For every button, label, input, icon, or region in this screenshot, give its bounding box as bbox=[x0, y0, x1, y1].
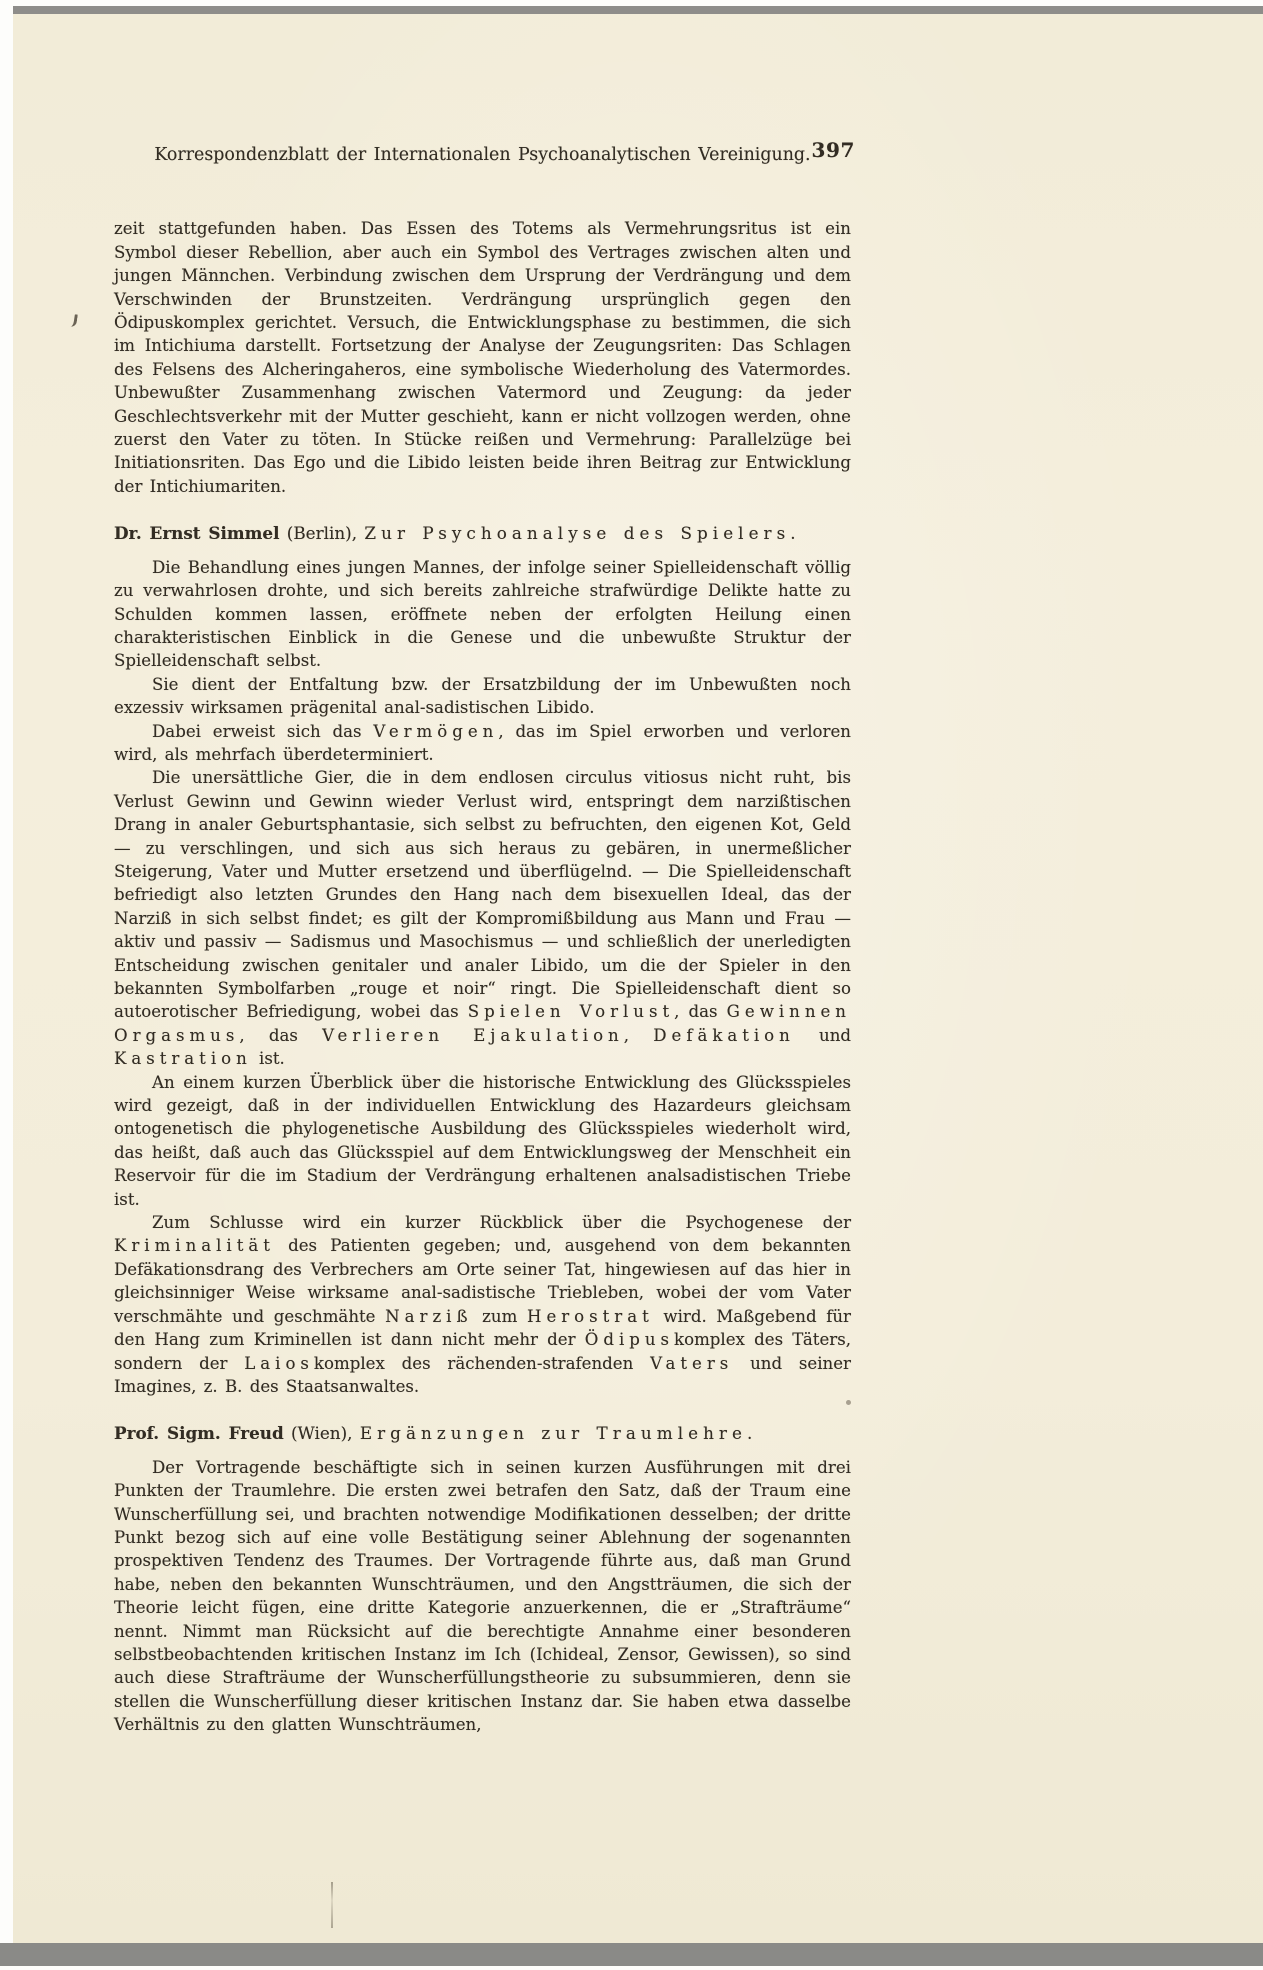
body-text: , das bbox=[239, 1025, 323, 1045]
margin-scratch-mark bbox=[68, 314, 78, 328]
scan-scratch-line bbox=[331, 1882, 333, 1928]
text-column bbox=[114, 14, 855, 1737]
body-text: des Patienten gegeben; und, ausgehend von dem bekannten Defäkationsdrang des Verbrechers am Orte seiner Tat, hingewiesen auf das hier in gleichsinniger Weise wirksame anal-sadistische Triebleben, wobei der vom Vater verschmähte und geschmähte bbox=[114, 1236, 851, 1326]
body-text: (Berlin), bbox=[279, 523, 365, 544]
body-text: , bbox=[623, 1025, 654, 1045]
emphasized-text: Defäkation bbox=[653, 1025, 795, 1045]
paragraph bbox=[114, 556, 851, 673]
scan-border-bottom bbox=[0, 1943, 1263, 1966]
emphasized-text: Gewinnen Orgasmus bbox=[114, 1002, 851, 1045]
emphasized-text: Herostrat bbox=[527, 1306, 654, 1326]
body-text: Die unersättliche Gier, die in dem endlosen circulus vitiosus nicht ruht, bis Verlust Gewinn und Gewinn wieder Verlust wird, entspringt dem narzißtischen Drang in analer Geburtsphantasie, sich selbst zu befruchten, den eigenen Kot, Geld — zu verschlingen, und sich aus sich heraus zu gebären, in unermeßlicher Steigerung, Vater und Mutter ersetzend und überflügelnd. — Die Spielleidenschaft befriedigt also letzten Grundes den Hang nach dem bisexuellen Ideal, das der Narziß in sich selbst findet; es gilt der Kompromißbildung aus Mann und Frau — aktiv und passiv — Sadismus und Masochismus — und schließlich der unerledigten Entscheidung zwischen genitaler und analer Libido, um die der Spieler in den bekannten Symbolfarben „rouge et noir“ ringt. Die Spielleidenschaft dient so autoerotischer Befriedigung, wobei das bbox=[114, 768, 851, 1022]
emphasized-text: Kastration bbox=[114, 1049, 252, 1069]
emphasized-text: Ergänzungen zur Traumlehre. bbox=[359, 1423, 758, 1444]
paragraph bbox=[114, 1071, 851, 1211]
page-number: 397 bbox=[811, 138, 855, 162]
speaker-name: Prof. Sigm. Freud bbox=[114, 1423, 284, 1444]
emphasized-text: Spielen Vorlust bbox=[467, 1002, 675, 1022]
running-head bbox=[114, 138, 855, 167]
body-text: und bbox=[794, 1025, 852, 1045]
body-text: komplex des Täters, sondern der bbox=[114, 1330, 851, 1373]
scan-border-top bbox=[13, 6, 1263, 14]
paragraph bbox=[114, 766, 851, 1070]
emphasized-text: Laios bbox=[244, 1353, 314, 1373]
paragraph bbox=[114, 217, 851, 498]
body-text: Der Vortragende beschäftigte sich in seinen kurzen Ausführungen mit drei Punkten der Traumlehre. Die ersten zwei betrafen den Satz, daß der Traum eine Wunscherfüllung sei, und brachten notwendige Modifikationen desselben; der dritte Punkt bezog sich auf eine volle Bestätigung seiner Ablehnung der sogenannten prospektiven Tendenz des Traumes. Der Vortragende führte aus, daß man Grund habe, neben den bekannten Wunschträumen, und den Angstträumen, die sich der Theorie leicht fügen, eine dritte Kategorie anzuerkennen, die er „Strafträume“ nennt. Nimmt man Rücksicht auf die berechtigte Annahme einer besonderen selbstbeobachtenden kritischen Instanz im Ich (Ichideal, Zensor, Gewissen), so sind auch diese Strafträume der Wunscherfüllungstheorie zu subsummieren, denn sie stellen die Wunscherfüllung dieser kritischen Instanz dar. Sie haben etwa dasselbe Verhältnis zu den glatten Wunschträumen, bbox=[114, 1457, 851, 1735]
section-heading bbox=[114, 1422, 851, 1445]
paper-sheet bbox=[13, 14, 1263, 1943]
body-text: , das im Spiel erworben und verloren wird, als mehrfach überdeterminiert. bbox=[114, 721, 851, 764]
body-text: Sie dient der Entfaltung bzw. der Ersatzbildung der im Unbewußten noch exzessiv wirksamen prägenital anal-sadistischen Libido. bbox=[114, 674, 851, 718]
emphasized-text: Narziß bbox=[385, 1306, 473, 1326]
emphasized-text: Ödipus bbox=[584, 1330, 675, 1350]
body-text: , das bbox=[674, 1002, 727, 1022]
content bbox=[114, 217, 851, 1736]
body-text: und seiner Imagines, z. B. des Staatsanwaltes. bbox=[114, 1353, 851, 1396]
body-text: An einem kurzen Überblick über die historische Entwicklung des Glücksspieles wird gezeigt, daß in der individuellen Entwicklung des Hazardeurs gleichsam ontogenetisch die phylogenetische Ausbildung des Glücksspieles wiederholt wird, das heißt, daß auch das Glücksspiel auf dem Entwicklungsweg der Menschheit ein Reservoir für die im Stadium der Verdrängung erhaltenen analsadistischen Triebe ist. bbox=[114, 1072, 851, 1209]
emphasized-text: Vaters bbox=[650, 1353, 734, 1373]
speaker-name: Dr. Ernst Simmel bbox=[114, 523, 280, 544]
body-text: komplex des rächenden-strafenden bbox=[313, 1353, 651, 1373]
paragraph bbox=[114, 1456, 851, 1737]
body-text: Dabei erweist sich das bbox=[152, 721, 374, 741]
journal-title: Korrespondenzblatt der Internationalen Psychoanalytischen Vereinigung. bbox=[154, 145, 811, 165]
body-text: zum bbox=[472, 1306, 528, 1326]
emphasized-text: Kriminalität bbox=[114, 1236, 275, 1256]
section-heading bbox=[114, 522, 851, 545]
body-text: zeit stattgefunden haben. Das Essen des Totems als Vermehrungsritus ist ein Symbol dieser Rebellion, aber auch ein Symbol des Vertrages zwischen alten und jungen Männchen. Verbindung zwischen dem Ursprung der Verdrängung und dem Verschwinden der Brunstzeiten. Verdrängung ursprünglich gegen den Ödipuskomplex gerichtet. Versuch, die Entwicklungsphase zu bestimmen, die sich im Intichiuma darstellt. Fortsetzung der Analyse der Zeugungsriten: Das Schlagen des Felsens des Alcheringaheros, eine symbolische Wiederholung des Vatermordes. Unbewußter Zusammenhang zwischen Vatermord und Zeugung: da jeder Geschlechtsverkehr mit der Mutter geschieht, kann er nicht vollzogen werden, ohne zuerst den Vater zu töten. In Stücke reißen und Vermehrung: Parallelzüge bei Initiationsriten. Das Ego und die Libido leisten beide ihren Beitrag zur Entwicklung der Intichiumariten. bbox=[114, 219, 851, 496]
body-text: ist. bbox=[251, 1049, 285, 1069]
body-text: (Wien), bbox=[283, 1423, 360, 1444]
body-text: Die Behandlung eines jungen Mannes, der infolge seiner Spielleidenschaft völlig zu verwahrlosen drohte, und sich bereits zahlreiche strafwürdige Delikte hatte zu Schulden kommen lassen, eröffnete neben der erfolgten Heilung einen charakteristischen Einblick in die Genese und die unbewußte Struktur der Spielleidenschaft selbst. bbox=[114, 557, 851, 671]
body-text: wird. Maßgebend für den Hang zum Kriminellen ist dann nicht mehr der bbox=[114, 1306, 851, 1350]
paragraph bbox=[114, 1211, 851, 1398]
paragraph bbox=[114, 720, 851, 767]
body-text: Zum Schlusse wird ein kurzer Rückblick über die Psychogenese der bbox=[152, 1213, 851, 1233]
emphasized-text: Zur Psychoanalyse des Spielers. bbox=[364, 523, 801, 544]
emphasized-text: Verlieren Ejakulation bbox=[322, 1025, 624, 1045]
paragraph bbox=[114, 673, 851, 720]
emphasized-text: Vermögen bbox=[373, 721, 499, 741]
